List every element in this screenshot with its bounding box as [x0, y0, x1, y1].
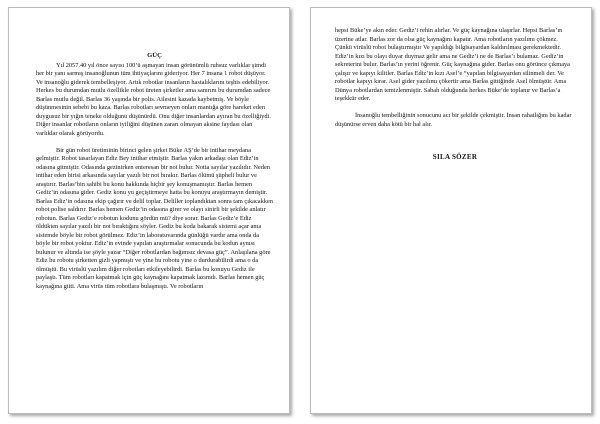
author-name: SILA SÖZER	[432, 153, 478, 161]
left-page	[8, 7, 290, 414]
paragraph: Yıl 2057.40 yıl önce sayısı 100’ü aşmayan insan görünümlü ruhsuz varlıklar şimdi her bir yanı sarmış insanoğlunun tüm ihtiyaçlarını gideriyor. Her 7 insana 1 robot düşüyor. Ve insanoğlu giderek tembelleşiyor. Artık robotlar insanların hastalıklarını teşhis edebiliyor. Herkes bu durumdan mutlu özellikle robot üreten şirketler ama sanırım bu durumdan sadece Barlas mutlu değil. Barlas 36 yaşında bir polis. Ailesini kazada kaybetmiş. Ve böyle düşünmesinin sebebi bu kaza. Barlas robotları sevmeyen onları mantığa göre hareket eden duygusuz bir yığın teneke olduğunu düşünürdü. Onu diğer insanlardan ayıran bu özelliğiydi. Diğer insanlar robotların onların iyiliğini düşünen zararı olmayan aksine faydası olan varlıklar olarak görüyordu.	[36, 61, 271, 137]
right-page-text	[335, 27, 575, 162]
paragraph: İnsanoğlu tembelliğinin sonucunu acı bir şekilde çekmiştir. İnsan rahatlığını bu kadar düşünürse erven daha kötü bir hal alır.	[335, 112, 572, 128]
paragraph: Bir gün robot üretiminin birinci gelen şirket Büke AŞ’de bir intihar meydana gelmiştir. Robot tasarlayan Ediz Bey intihar etmiştir. Barlas yakın arkadaşı olan Ediz’in odasına gitmiştir. Odasında gezinirken enteresan bir not bulur. Notta sayılar yazılıdır. Neden intihar eden birisi arkasında sayılar yazılı bir not bırakır. Barlas ölümü şüpheli bulur ve araştırır. Barlas’bin sahibi bu konu hakkında hiçbir şey konuşmamıştır. Barlas hemen Gediz’in odasına gider. Gediz konu yu geçiştirmeye hatta bu konuyu araştırmayın demiştir. Barlas Ediz’in odasına ekip çağırır ve delil toplar. Deliller toplandıktan sonra tam çıkacakken robot polise saldırır. Barlas hemen Gediz’in odasına girer ve olayı sinirli bir şekilde anlatır robotun. Barlas Gediz’e robotun kodunu gördün mü? diye sorar. Barlas Gediz’e Ediz öldükten sayılar yazılı bir not bıraktığını söyler. Gediz bu koda bakarak sistemi açar ama sistemde böyle bir robot görülmez. Ediz’in laboratuvarında günlüğü vardır ama onda da böyle bir robot yoktur. Ediz’in evinde yapılan araştırmalar sonucunda bu kodun aynısı bulunur ve altında ise şöyle yazar “Diğer robotlardan bağımsız devasa güç”. Anlaşılana göre Ediz bu robotu şirketten gizli yapmıştı ve yine bu robotu yine o durdurabilirdi ama o da ölmüştü. Bu virüslü yazılım diğer robotları etkileyebilirdi. Barlas bu konuyu Gediz ile paylaştı. Tüm robotları kapatmak için güç kaynağını kapatmak lazımdı. Barlas hemen güç kaynağına gitti. Ama virüs tüm robotlara bulaşmıştı. Ve robotların	[36, 146, 273, 290]
right-page	[310, 7, 592, 414]
left-page-text	[36, 52, 273, 300]
story-title: GÜÇ	[147, 52, 162, 59]
paragraph: hepsi Büke’ye akın eder. Gediz’i rehin alırlar. Ve güç kaynağına ulaşırlar. Hepsi Barlas’ın üzerine atlar. Barlas zor da olsa güç kaynağını kapatır. Ama robotların yazılımı çökmez. Çünkü virüslü robot bulaştırmıştır Ve yapıldığı bilgisayardan kaldırılması gerekmektedir. Ediz’in kızı bu olayı duyar duymaz gelir ama ne Gediz’i ne de Barlas’ı bulamaz. Gediz’in sekreterini bulur. Barlas’ın yerini öğrenir. Güç kaynağına gider. Barlas onu görünce çıkmaya çalışır ve kapıyı kilitler. Barlas Ediz’in kızı Asel’e “yapılan bilgisayardan silinmeli der. Ve robotlar kapıyı kırar. Asel gider yazılımı çökertir ama Barlas gittiğinde Asel ölmüştür. Ama Dünya robotlardan temizlenmiştir. Sabah olduğunda herkes Büke’de toplanır ve Barlas’a teşekkür eder.	[335, 27, 570, 102]
